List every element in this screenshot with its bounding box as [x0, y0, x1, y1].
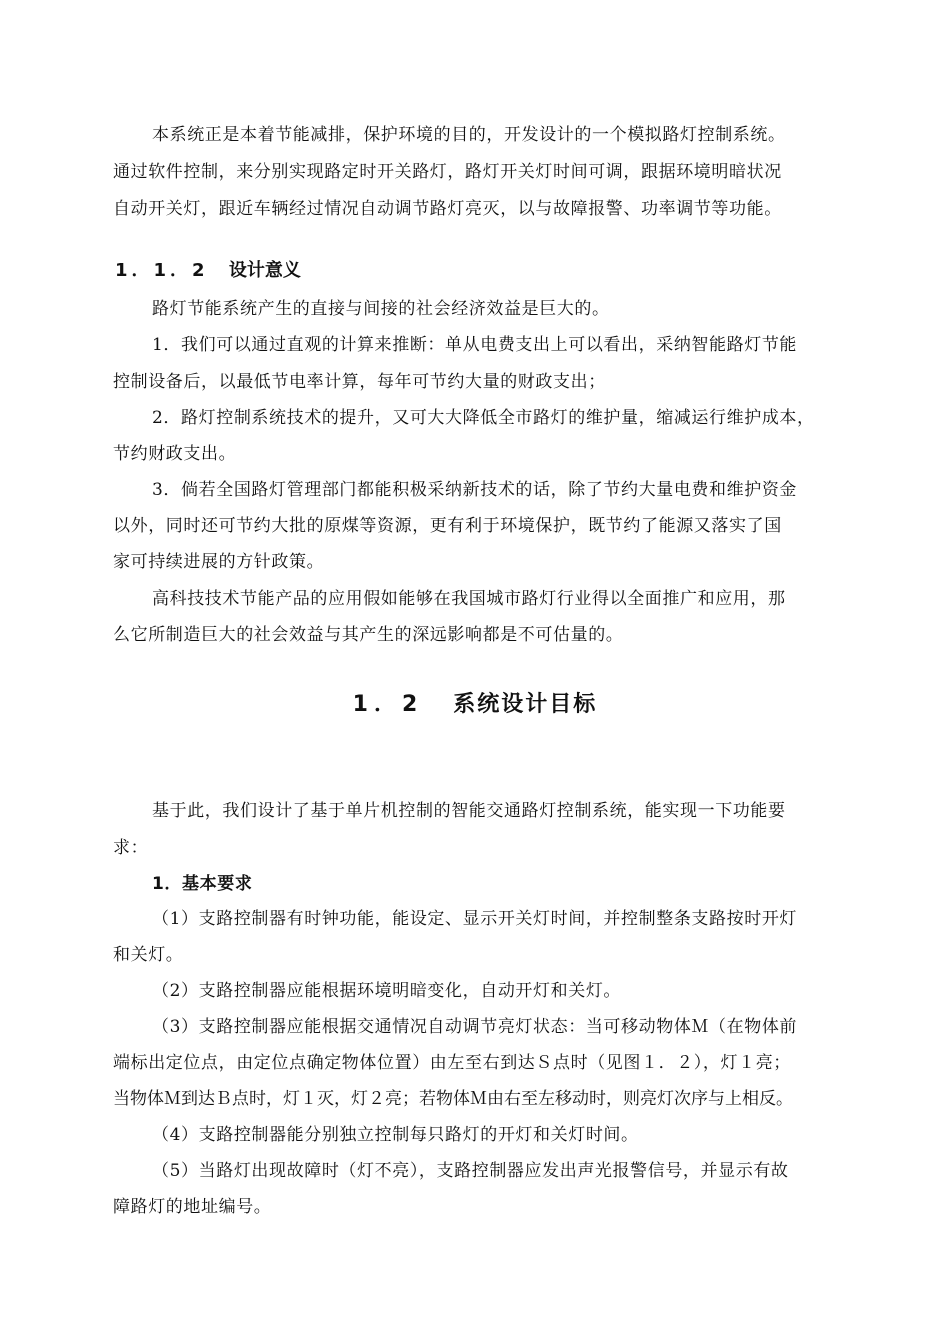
section-heading-1-2 — [0, 690, 950, 720]
requirement-line: 和关灯。 — [113, 945, 184, 965]
section-number: 1．1．2 — [115, 260, 209, 281]
section-title: 设计意义 — [228, 260, 301, 281]
requirement-line: （5）当路灯出现故障时（灯不亮），支路控制器应发出声光报警信号，并显示有故 — [152, 1161, 789, 1181]
paragraph-line: 节约财政支出。 — [113, 444, 237, 464]
requirement-line: （2）支路控制器应能根据环境明暗变化，自动开灯和关灯。 — [152, 981, 622, 1001]
requirement-line: （3）支路控制器应能根据交通情况自动调节亮灯状态：当可移动物体Ｍ（在物体前 — [152, 1017, 798, 1037]
section-title: 系统设计目标 — [453, 692, 598, 717]
requirement-line: 端标出定位点，由定位点确定物体位置）由左至右到达Ｓ点时（见图１．２），灯１亮； — [113, 1053, 791, 1073]
paragraph-line: 家可持续进展的方针政策。 — [113, 552, 325, 572]
intro-line: 自动开关灯，跟近车辆经过情况自动调节路灯亮灭，以与故障报警、功率调节等功能。 — [113, 199, 782, 219]
paragraph-line: 2．路灯控制系统技术的提升，又可大大降低全市路灯的维护量，缩减运行维护成本， — [152, 408, 815, 428]
paragraph-line: 基于此，我们设计了基于单片机控制的智能交通路灯控制系统，能实现一下功能要 — [152, 801, 786, 821]
paragraph-line: 高科技技术节能产品的应用假如能够在我国城市路灯行业得以全面推广和应用，那 — [152, 589, 786, 609]
requirement-line: （1）支路控制器有时钟功能，能设定、显示开关灯时间，并控制整条支路按时开灯 — [152, 909, 798, 929]
paragraph-line: 以外，同时还可节约大批的原煤等资源，更有利于环境保护，既节约了能源又落实了国 — [113, 516, 782, 536]
paragraph-line: 3．倘若全国路灯管理部门都能积极采纳新技术的话，除了节约大量电费和维护资金 — [152, 480, 798, 500]
paragraph-line: 求： — [113, 838, 149, 858]
subheading-basic-requirements: 1．基本要求 — [152, 874, 253, 894]
section-heading-1-1-2 — [115, 259, 301, 283]
requirement-line: （4）支路控制器能分别独立控制每只路灯的开灯和关灯时间。 — [152, 1125, 639, 1145]
paragraph-line: 控制设备后，以最低节电率计算，每年可节约大量的财政支出； — [113, 372, 606, 392]
paragraph-line: 路灯节能系统产生的直接与间接的社会经济效益是巨大的。 — [152, 299, 610, 319]
requirement-line: 障路灯的地址编号。 — [113, 1197, 272, 1217]
requirement-line: 当物体Ｍ到达Ｂ点时，灯１灭，灯２亮；若物体Ｍ由右至左移动时，则亮灯次序与上相反。 — [113, 1089, 793, 1109]
intro-line: 本系统正是本着节能减排，保护环境的目的，开发设计的一个模拟路灯控制系统。 — [152, 125, 786, 145]
intro-line: 通过软件控制，来分别实现路定时开关路灯，路灯开关灯时间可调，跟据环境明暗状况 — [113, 162, 782, 182]
paragraph-line: 么它所制造巨大的社会效益与其产生的深远影响都是不可估量的。 — [113, 625, 624, 645]
section-number: 1．2 — [352, 692, 424, 717]
paragraph-line: 1．我们可以通过直观的计算来推断：单从电费支出上可以看出，采纳智能路灯节能 — [152, 335, 798, 355]
